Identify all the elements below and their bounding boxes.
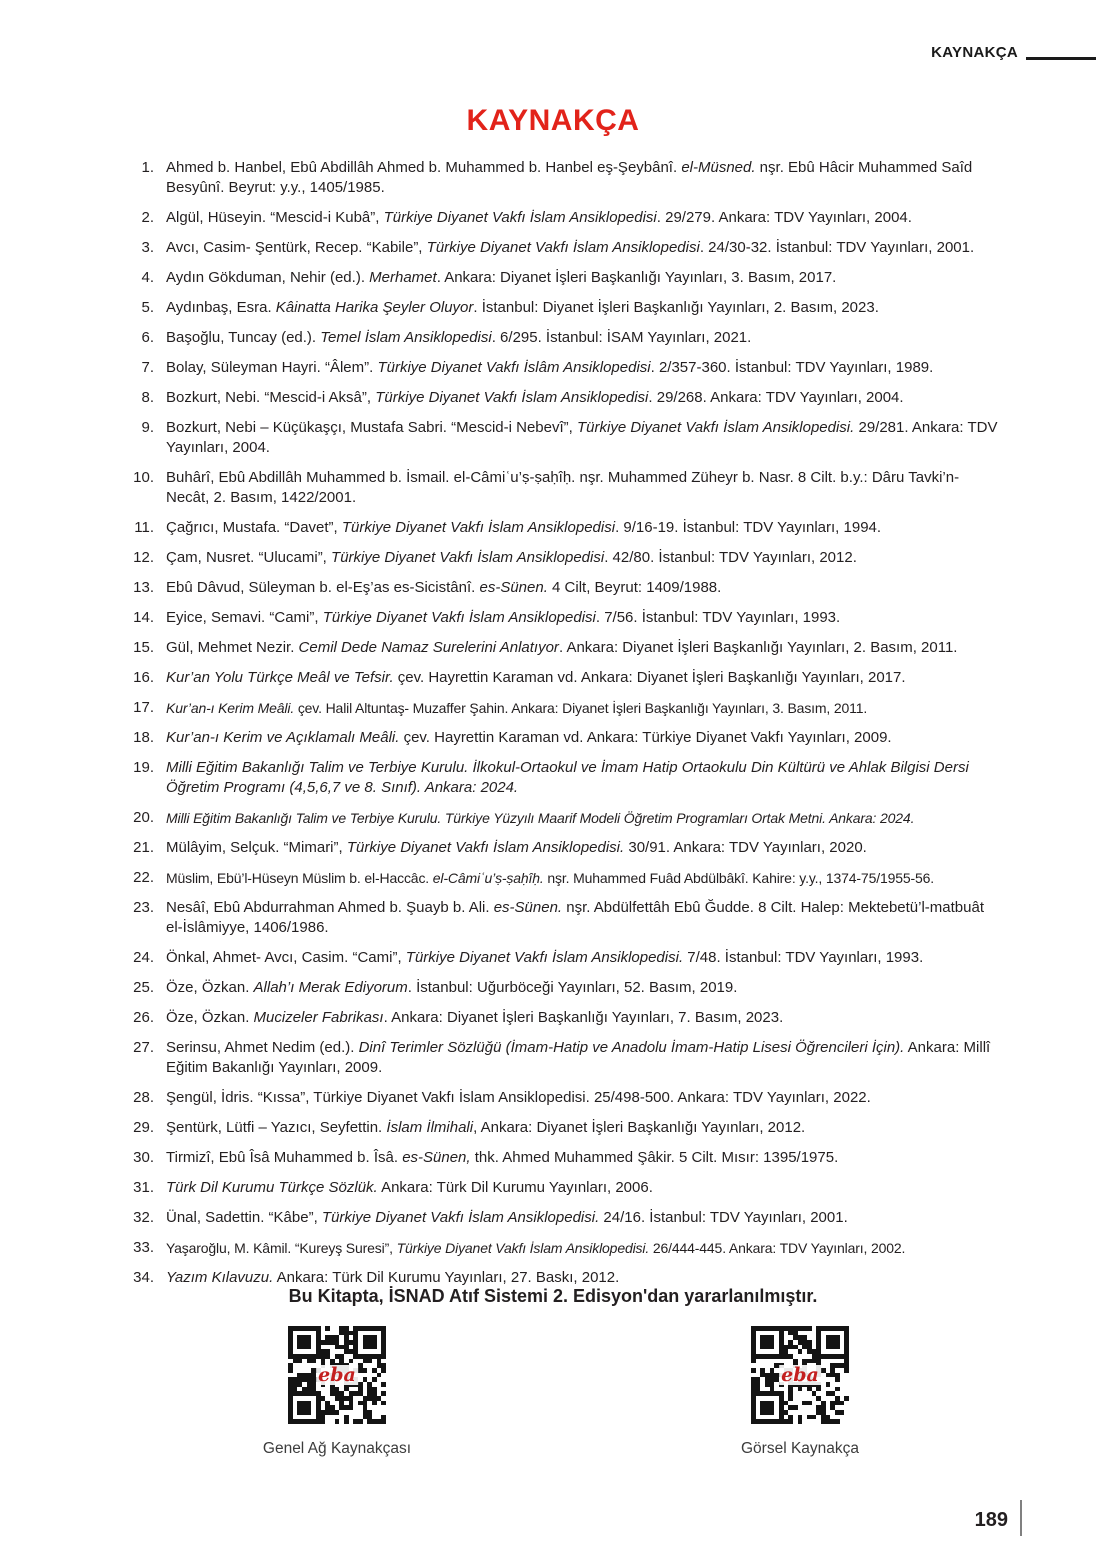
bibliography-entry [124,1208,1000,1228]
entry-number: 2. [141,209,154,226]
entry-text: Kur’an Yolu Türkçe Meâl ve Tefsir. çev. Hayrettin Karaman vd. Ankara: Diyanet İşleri Başkanlığı Yayınları, 2017. [166,669,906,686]
bibliography-entry [124,298,1000,318]
page-title: KAYNAKÇA [466,104,640,137]
entry-text: Çağrıcı, Mustafa. “Davet”, Türkiye Diyanet Vakfı İslam Ansiklopedisi. 9/16-19. İstanbul: TDV Yayınları, 1994. [166,519,882,536]
entry-text: Nesâî, Ebû Abdurrahman Ahmed b. Şuayb b. Ali. es-Sünen. nşr. Abdülfettâh Ebû Ğudde. 8 Cilt. Halep: Mektebetü’l-matbuât el-İslâmiyye, 1406/1986. [166,899,985,936]
entry-text: Bozkurt, Nebi – Küçükaşçı, Mustafa Sabri. “Mescid-i Nebevî”, Türkiye Diyanet Vakfı İslam Ansiklopedisi. 29/281. Ankara: TDV Yayınları, 2004. [166,419,998,456]
bibliography-list [0,158,1106,1298]
entry-text: Buhârî, Ebû Abdillâh Muhammed b. İsmail. el-Câmiʿu’ṣ-ṣaḥîḥ. nşr. Muhammed Züheyr b. Nasr. 8 Cilt. b.y.: Dâru Tavki’n-Necât, 2. Basım, 1422/2001. [166,469,960,506]
entry-number: 32. [133,1209,154,1226]
entry-number: 33. [133,1239,154,1256]
bibliography-entry [124,518,1000,538]
entry-number: 34. [133,1269,154,1286]
bibliography-entry [124,1008,1000,1028]
entry-number: 21. [133,839,154,856]
entry-text: Kur’an-ı Kerim Meâli. çev. Halil Altuntaş- Muzaffer Şahin. Ankara: Diyanet İşleri Başkanlığı Yayınları, 3. Basım, 2011. [166,700,868,716]
entry-text: Milli Eğitim Bakanlığı Talim ve Terbiye Kurulu. Türkiye Yüzyılı Maarif Modeli Öğretim Programları Ortak Metni. Ankara: 2024. [166,810,915,826]
entry-text: Eyice, Semavi. “Cami”, Türkiye Diyanet Vakfı İslam Ansiklopedisi. 7/56. İstanbul: TDV Yayınları, 1993. [166,609,841,626]
entry-number: 19. [133,759,154,776]
entry-number: 11. [134,519,154,536]
bibliography-entry [124,578,1000,598]
entry-text: Bozkurt, Nebi. “Mescid-i Aksâ”, Türkiye Diyanet Vakfı İslam Ansiklopedisi. 29/268. Ankara: TDV Yayınları, 2004. [166,389,904,406]
eba-logo: eba [781,1364,819,1386]
header-rule [1026,57,1096,60]
citation-note: Bu Kitapta, İSNAD Atıf Sistemi 2. Edisyon'dan yararlanılmıştır. [288,1286,818,1306]
entry-number: 7. [141,359,154,376]
qr-code-visual-icon [751,1326,849,1424]
bibliography-entry [124,728,1000,748]
bibliography-entry [124,468,1000,508]
entry-number: 6. [141,329,154,346]
entry-number: 3. [141,239,154,256]
entry-number: 28. [133,1089,154,1106]
entry-number: 10. [133,469,154,486]
bibliography-entry [124,608,1000,628]
eba-logo: eba [318,1364,356,1386]
entry-text: Ebû Dâvud, Süleyman b. el-Eş’as es-Sicistânî. es-Sünen. 4 Cilt, Beyrut: 1409/1988. [166,579,722,596]
entry-text: Türk Dil Kurumu Türkçe Sözlük. Ankara: Türk Dil Kurumu Yayınları, 2006. [166,1179,653,1196]
qr-web-caption: Genel Ağ Kaynakçası [262,1440,412,1457]
entry-number: 5. [141,299,154,316]
bibliography-entry [124,418,1000,458]
entry-number: 25. [133,979,154,996]
bibliography-entry [124,238,1000,258]
entry-text: Mülâyim, Selçuk. “Mimari”, Türkiye Diyanet Vakfı İslam Ansiklopedisi. 30/91. Ankara: TDV Yayınları, 2020. [166,839,867,856]
bibliography-entry [124,1118,1000,1138]
bibliography-entry [124,1268,1000,1288]
entry-text: Ahmed b. Hanbel, Ebû Abdillâh Ahmed b. Muhammed b. Hanbel eş-Şeybânî. el-Müsned. nşr. Ebû Hâcir Muhammed Saîd Besyûnî. Beyrut: y.y., 1405/1985. [166,159,973,196]
bibliography-entry [124,1148,1000,1168]
qr-figure-visual [715,1326,885,1458]
bibliography-entry [124,268,1000,288]
entry-number: 27. [133,1039,154,1056]
bibliography-entry [124,668,1000,688]
entry-text: Bolay, Süleyman Hayri. “Âlem”. Türkiye Diyanet Vakfı İslâm Ansiklopedisi. 2/357-360. İstanbul: TDV Yayınları, 1989. [166,359,934,376]
entry-number: 12. [133,549,154,566]
entry-text: Aydın Gökduman, Nehir (ed.). Merhamet. Ankara: Diyanet İşleri Başkanlığı Yayınları, 3. Basım, 2017. [166,269,837,286]
entry-text: Başoğlu, Tuncay (ed.). Temel İslam Ansiklopedisi. 6/295. İstanbul: İSAM Yayınları, 2021. [166,329,752,346]
entry-number: 26. [133,1009,154,1026]
entry-number: 29. [133,1119,154,1136]
entry-text: Şengül, İdris. “Kıssa”, Türkiye Diyanet Vakfı İslam Ansiklopedisi. 25/498-500. Ankara: TDV Yayınları, 2022. [166,1089,871,1106]
entry-text: Avcı, Casim- Şentürk, Recep. “Kabile”, Türkiye Diyanet Vakfı İslam Ansiklopedisi. 24/30-32. İstanbul: TDV Yayınları, 2001. [166,239,975,256]
entry-text: Ünal, Sadettin. “Kâbe”, Türkiye Diyanet Vakfı İslam Ansiklopedisi. 24/16. İstanbul: TDV Yayınları, 2001. [166,1209,848,1226]
entry-text: Yazım Kılavuzu. Ankara: Türk Dil Kurumu Yayınları, 27. Baskı, 2012. [166,1269,620,1286]
bibliography-entry [124,758,1000,798]
qr-visual-caption: Görsel Kaynakça [740,1440,860,1457]
entry-text: Milli Eğitim Bakanlığı Talim ve Terbiye Kurulu. İlkokul-Ortaokul ve İmam Hatip Ortaokulu Din Kültürü ve Ahlak Bilgisi Dersi Öğretim Programı (4,5,6,7 ve 8. Sınıf). Ankara: 2024. [166,759,969,796]
entry-number: 15. [133,639,154,656]
bibliography-entry [124,1038,1000,1078]
qr-figure-web [252,1326,422,1458]
bibliography-entry [124,548,1000,568]
bibliography-entry [124,208,1000,228]
entry-text: Öze, Özkan. Mucizeler Fabrikası. Ankara: Diyanet İşleri Başkanlığı Yayınları, 7. Basım, 2023. [166,1009,784,1026]
entry-text: Önkal, Ahmet- Avcı, Casim. “Cami”, Türkiye Diyanet Vakfı İslam Ansiklopedisi. 7/48. İstanbul: TDV Yayınları, 1993. [166,949,924,966]
entry-number: 31. [133,1179,154,1196]
entry-number: 16. [133,669,154,686]
entry-number: 20. [133,809,154,826]
bibliography-entry [124,638,1000,658]
running-head: KAYNAKÇA [931,44,1018,61]
bibliography-entry [124,328,1000,348]
entry-number: 9. [141,419,154,436]
page-number: 189 [974,1509,1008,1531]
entry-text: Tirmizî, Ebû Îsâ Muhammed b. Îsâ. es-Sünen, thk. Ahmed Muhammed Şâkir. 5 Cilt. Mısır: 1395/1975. [166,1149,839,1166]
bibliography-entry [124,388,1000,408]
bibliography-entry [124,1238,1000,1258]
entry-text: Yaşaroğlu, M. Kâmil. “Kureyş Suresi”, Türkiye Diyanet Vakfı İslam Ansiklopedisi. 26/444-445. Ankara: TDV Yayınları, 2002. [166,1240,906,1256]
entry-number: 23. [133,899,154,916]
entry-number: 13. [133,579,154,596]
bibliography-entry [124,978,1000,998]
entry-number: 8. [141,389,154,406]
entry-text: Kur’an-ı Kerim ve Açıklamalı Meâli. çev. Hayrettin Karaman vd. Ankara: Türkiye Diyanet Vakfı Yayınları, 2009. [166,729,892,746]
qr-code-web-icon [288,1326,386,1424]
entry-number: 22. [133,869,154,886]
entry-text: Gül, Mehmet Nezir. Cemil Dede Namaz Surelerini Anlatıyor. Ankara: Diyanet İşleri Başkanlığı Yayınları, 2. Basım, 2011. [166,639,958,656]
page-number-rule [1020,1500,1022,1536]
bibliography-entry [124,1088,1000,1108]
bibliography-entry [124,358,1000,378]
bibliography-entry [124,948,1000,968]
entry-text: Şentürk, Lütfi – Yazıcı, Seyfettin. İslam İlmihali, Ankara: Diyanet İşleri Başkanlığı Yayınları, 2012. [166,1119,806,1136]
entry-number: 18. [133,729,154,746]
entry-text: Aydınbaş, Esra. Kâinatta Harika Şeyler Oluyor. İstanbul: Diyanet İşleri Başkanlığı Yayınları, 2. Basım, 2023. [166,299,879,316]
bibliography-entry [124,838,1000,858]
bibliography-entry [124,1178,1000,1198]
entry-number: 1. [141,159,154,176]
entry-text: Serinsu, Ahmet Nedim (ed.). Dinî Terimler Sözlüğü (İmam-Hatip ve Anadolu İmam-Hatip Lisesi Öğrencileri İçin). Ankara: Millî Eğitim Bakanlığı Yayınları, 2009. [166,1039,991,1076]
entry-number: 4. [141,269,154,286]
bibliography-entry [124,158,1000,198]
entry-text: Öze, Özkan. Allah’ı Merak Ediyorum. İstanbul: Uğurböceği Yayınları, 52. Basım, 2019. [166,979,738,996]
entry-text: Çam, Nusret. “Ulucami”, Türkiye Diyanet Vakfı İslam Ansiklopedisi. 42/80. İstanbul: TDV Yayınları, 2012. [166,549,857,566]
bibliography-entry [124,868,1000,888]
entry-number: 30. [133,1149,154,1166]
bibliography-entry [124,898,1000,938]
entry-number: 14. [133,609,154,626]
entry-text: Müslim, Ebü’l-Hüseyn Müslim b. el-Haccâc. el-Câmiʿu’ṣ-ṣaḥîḥ. nşr. Muhammed Fuâd Abdülbâkî. Kahire: y.y., 1374-75/1955-56. [166,870,935,886]
entry-number: 17. [133,699,154,716]
entry-text: Algül, Hüseyin. “Mescid-i Kubâ”, Türkiye Diyanet Vakfı İslam Ansiklopedisi. 29/279. Ankara: TDV Yayınları, 2004. [166,209,912,226]
bibliography-entry [124,698,1000,718]
bibliography-entry [124,808,1000,828]
entry-number: 24. [133,949,154,966]
